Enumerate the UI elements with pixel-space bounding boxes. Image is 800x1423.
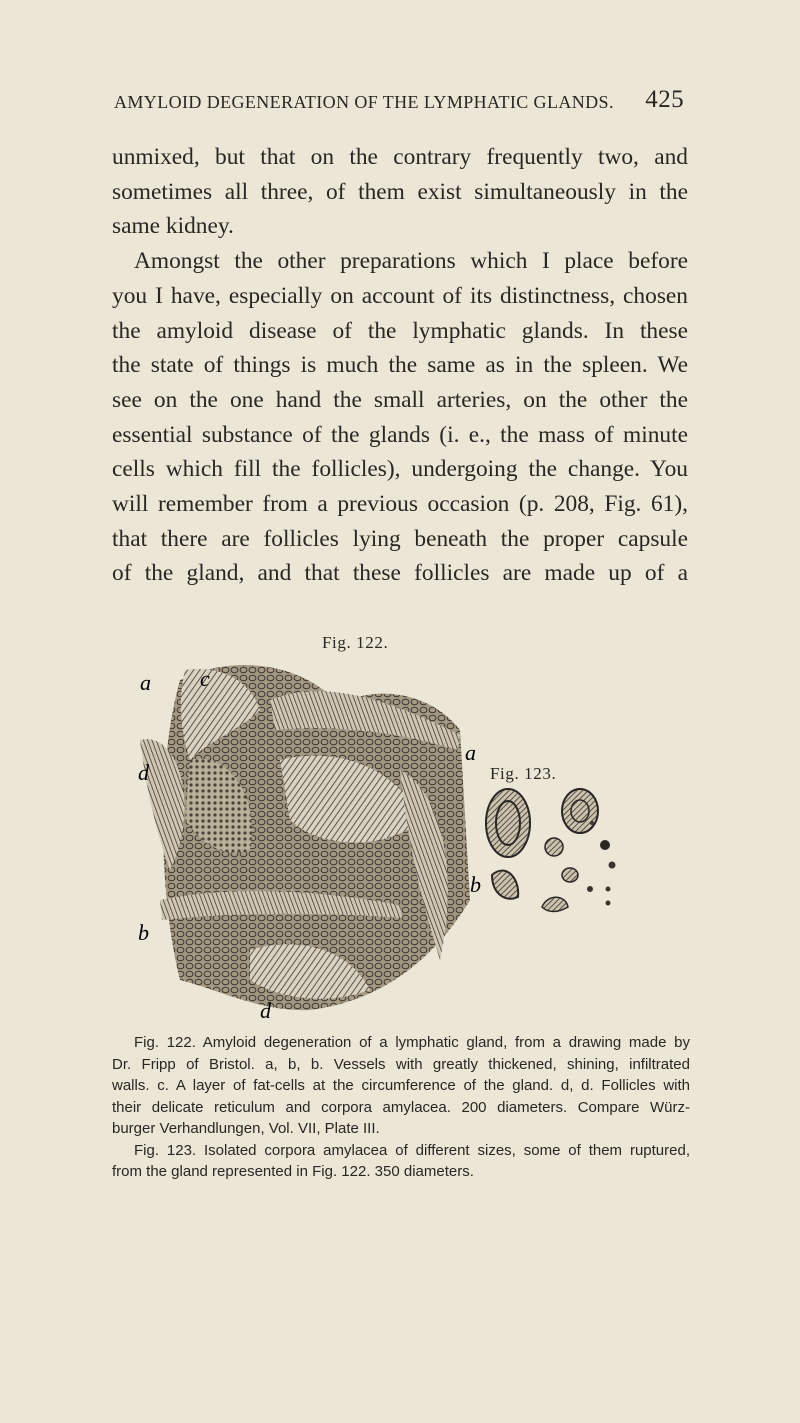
ruptured-corpus [542,897,568,911]
corpus-amylaceum [545,838,563,856]
body-line: essential substance of the glands (i. e., the mass of minute [112,421,688,448]
running-head [114,86,684,113]
body-line: unmixed, but that on the contrary frequently two, and [112,144,688,170]
fig-letter-a2: a [465,740,476,765]
running-title: AMYLOID DEGENERATION OF THE LYMPHATIC GLANDS. [114,92,614,112]
fig-letter-c: c [200,666,210,691]
fig-123-label: Fig. 123. [490,764,557,783]
fig-122-label: Fig. 122. [322,633,389,652]
corpus-amylaceum [562,868,578,882]
fig-123-illustration [480,785,640,915]
caption-line: burger Verhandlungen, Vol. VII, Plate III. [112,1120,380,1137]
small-corpus [600,840,610,850]
figure-caption [112,1032,690,1183]
caption-line: walls. c. A layer of fat-cells at the circumference of the gland. d, d. Follicles with [112,1077,690,1094]
body-line: that there are follicles lying beneath the proper capsule [112,525,688,552]
fig-122-illustration [138,650,481,1023]
body-line: see on the one hand the small arteries, on the other the [112,386,688,413]
caption-line: Fig. 123. Isolated corpora amylacea of different sizes, some of them ruptured, [134,1141,690,1159]
caption-line: Dr. Fripp of Bristol. a, b, b. Vessels with greatly thickened, shining, infiltrated [112,1055,690,1073]
small-corpus [609,862,616,869]
corpus-amylaceum [562,789,598,833]
body-text [112,140,688,591]
body-line: the amyloid disease of the lymphatic glands. In these [112,317,688,344]
corpus-amylaceum [486,789,530,857]
body-line: sometimes all three, of them exist simultaneously in the [112,178,688,205]
body-line: you I have, especially on account of its distinctness, chosen [112,282,688,309]
caption-line: from the gland represented in Fig. 122. 350 diameters. [112,1163,474,1180]
caption-line: their delicate reticulum and corpora amylacea. 200 diameters. Compare Würz- [112,1098,690,1116]
ruptured-corpus [492,871,518,899]
caption-line: Fig. 122. Amyloid degeneration of a lymphatic gland, from a drawing made by [134,1034,690,1051]
small-corpus [587,886,593,892]
small-corpus [590,821,594,825]
body-line: of the gland, and that these follicles are made up of a [112,560,688,587]
body-line: will remember from a previous occasion (p. 208, Fig. 61), [112,491,688,518]
small-corpus [606,901,611,906]
fig-letter-b2: b [470,872,481,897]
body-line: the state of things is much the same as in the spleen. We [112,352,688,379]
body-line: same kidney. [112,213,234,240]
body-line: Amongst the other preparations which I place before [134,248,688,275]
fig-letter-a: a [140,670,151,695]
body-line: cells which fill the follicles), undergoing the change. You [112,456,688,483]
fig-letter-b: b [138,920,149,945]
fig-letter-d1: d [138,760,149,785]
page-number: 425 [645,86,684,113]
small-corpus [606,887,611,892]
fig-letter-d2: d [260,998,271,1023]
